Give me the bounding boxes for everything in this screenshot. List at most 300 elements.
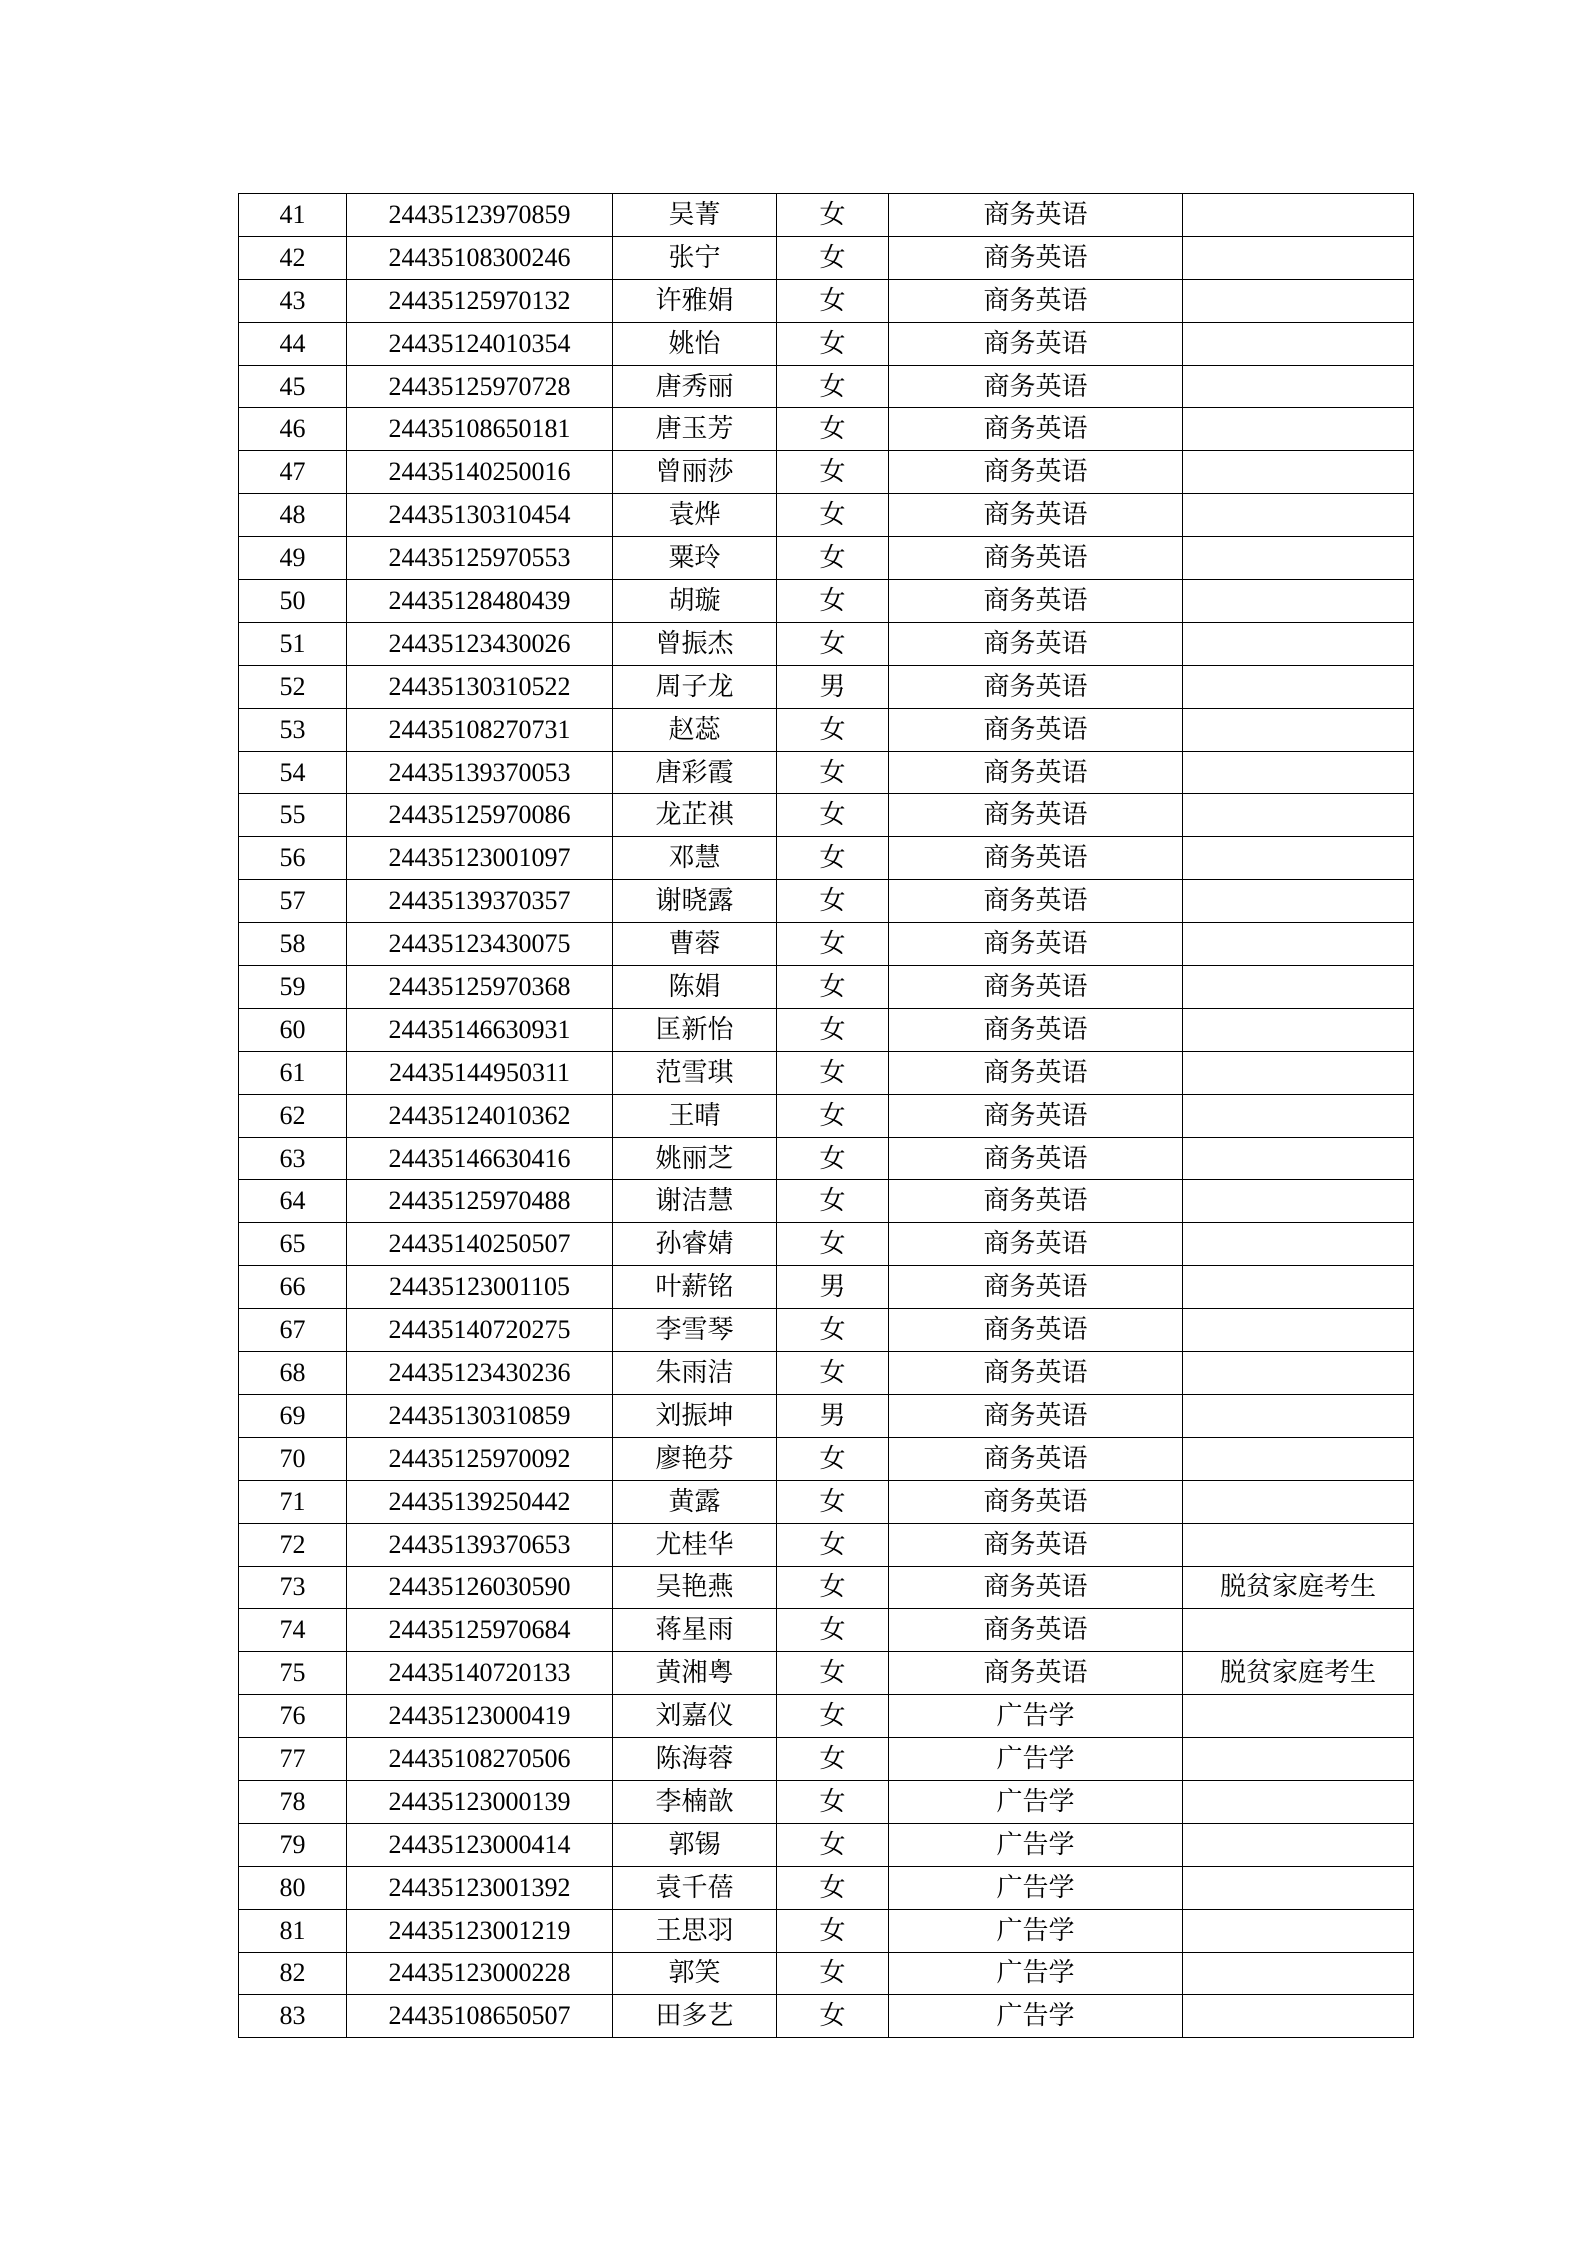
row-number-cell: 49 (239, 537, 347, 580)
remark-cell (1183, 1780, 1414, 1823)
remark-cell (1183, 880, 1414, 923)
table-row (239, 923, 1414, 966)
candidate-id-cell: 24435140250016 (347, 451, 613, 494)
candidate-id-cell: 24435146630416 (347, 1137, 613, 1180)
gender-cell: 女 (777, 794, 889, 837)
major-cell: 商务英语 (889, 622, 1183, 665)
row-number-cell: 59 (239, 966, 347, 1009)
student-name-cell: 黄露 (613, 1480, 777, 1523)
row-number-cell: 57 (239, 880, 347, 923)
remark-cell (1183, 665, 1414, 708)
remark-cell (1183, 408, 1414, 451)
table-row (239, 1866, 1414, 1909)
student-name-cell: 田多艺 (613, 1995, 777, 2038)
remark-cell: 脱贫家庭考生 (1183, 1566, 1414, 1609)
table-row (239, 622, 1414, 665)
gender-cell: 女 (777, 1866, 889, 1909)
gender-cell: 女 (777, 322, 889, 365)
major-cell: 商务英语 (889, 1051, 1183, 1094)
student-name-cell: 叶薪铭 (613, 1266, 777, 1309)
student-name-cell: 王晴 (613, 1094, 777, 1137)
table-row (239, 1566, 1414, 1609)
gender-cell: 女 (777, 408, 889, 451)
table-row (239, 1523, 1414, 1566)
student-name-cell: 袁烨 (613, 494, 777, 537)
gender-cell: 男 (777, 665, 889, 708)
table-row (239, 408, 1414, 451)
row-number-cell: 73 (239, 1566, 347, 1609)
major-cell: 商务英语 (889, 923, 1183, 966)
gender-cell: 女 (777, 279, 889, 322)
gender-cell: 女 (777, 451, 889, 494)
major-cell: 商务英语 (889, 451, 1183, 494)
table-row (239, 1437, 1414, 1480)
student-name-cell: 唐秀丽 (613, 365, 777, 408)
table-row (239, 1137, 1414, 1180)
table-row (239, 665, 1414, 708)
student-name-cell: 郭笑 (613, 1952, 777, 1995)
gender-cell: 女 (777, 751, 889, 794)
candidate-id-cell: 24435139250442 (347, 1480, 613, 1523)
row-number-cell: 70 (239, 1437, 347, 1480)
row-number-cell: 69 (239, 1394, 347, 1437)
remark-cell (1183, 1394, 1414, 1437)
gender-cell: 女 (777, 1437, 889, 1480)
gender-cell: 女 (777, 1695, 889, 1738)
student-name-cell: 袁千蓓 (613, 1866, 777, 1909)
major-cell: 商务英语 (889, 236, 1183, 279)
gender-cell: 女 (777, 1566, 889, 1609)
candidate-id-cell: 24435139370053 (347, 751, 613, 794)
table-row (239, 1952, 1414, 1995)
remark-cell (1183, 837, 1414, 880)
major-cell: 广告学 (889, 1738, 1183, 1781)
remark-cell (1183, 1437, 1414, 1480)
candidate-id-cell: 24435108270731 (347, 708, 613, 751)
remark-cell (1183, 279, 1414, 322)
table-row (239, 880, 1414, 923)
student-name-cell: 吴艳燕 (613, 1566, 777, 1609)
major-cell: 商务英语 (889, 794, 1183, 837)
major-cell: 商务英语 (889, 751, 1183, 794)
row-number-cell: 48 (239, 494, 347, 537)
student-name-cell: 曾振杰 (613, 622, 777, 665)
table-row (239, 1051, 1414, 1094)
student-name-cell: 刘振坤 (613, 1394, 777, 1437)
table-row (239, 1394, 1414, 1437)
candidate-id-cell: 24435123430075 (347, 923, 613, 966)
remark-cell: 脱贫家庭考生 (1183, 1652, 1414, 1695)
candidate-id-cell: 24435140720275 (347, 1309, 613, 1352)
gender-cell: 女 (777, 236, 889, 279)
candidate-id-cell: 24435140250507 (347, 1223, 613, 1266)
table-row (239, 451, 1414, 494)
major-cell: 商务英语 (889, 1223, 1183, 1266)
table-row (239, 537, 1414, 580)
remark-cell (1183, 1695, 1414, 1738)
candidate-id-cell: 24435123001219 (347, 1909, 613, 1952)
gender-cell: 女 (777, 1738, 889, 1781)
row-number-cell: 67 (239, 1309, 347, 1352)
remark-cell (1183, 1223, 1414, 1266)
remark-cell (1183, 966, 1414, 1009)
table-row (239, 279, 1414, 322)
major-cell: 广告学 (889, 1866, 1183, 1909)
gender-cell: 女 (777, 1137, 889, 1180)
remark-cell (1183, 1738, 1414, 1781)
candidate-id-cell: 24435125970553 (347, 537, 613, 580)
student-name-cell: 周子龙 (613, 665, 777, 708)
table-row (239, 966, 1414, 1009)
table-row (239, 708, 1414, 751)
row-number-cell: 78 (239, 1780, 347, 1823)
gender-cell: 女 (777, 1352, 889, 1395)
student-name-cell: 赵蕊 (613, 708, 777, 751)
gender-cell: 女 (777, 1609, 889, 1652)
table-row (239, 1223, 1414, 1266)
remark-cell (1183, 1094, 1414, 1137)
row-number-cell: 68 (239, 1352, 347, 1395)
student-name-cell: 匡新怡 (613, 1008, 777, 1051)
table-row (239, 837, 1414, 880)
row-number-cell: 60 (239, 1008, 347, 1051)
major-cell: 广告学 (889, 1823, 1183, 1866)
table-row (239, 194, 1414, 237)
remark-cell (1183, 622, 1414, 665)
row-number-cell: 66 (239, 1266, 347, 1309)
candidate-id-cell: 24435130310522 (347, 665, 613, 708)
major-cell: 商务英语 (889, 279, 1183, 322)
row-number-cell: 41 (239, 194, 347, 237)
student-name-cell: 许雅娟 (613, 279, 777, 322)
gender-cell: 女 (777, 1223, 889, 1266)
major-cell: 商务英语 (889, 365, 1183, 408)
gender-cell: 女 (777, 194, 889, 237)
student-name-cell: 蒋星雨 (613, 1609, 777, 1652)
table-row (239, 580, 1414, 623)
table-row (239, 1823, 1414, 1866)
major-cell: 商务英语 (889, 408, 1183, 451)
candidate-id-cell: 24435146630931 (347, 1008, 613, 1051)
gender-cell: 女 (777, 966, 889, 1009)
table-row (239, 1909, 1414, 1952)
candidate-id-cell: 24435125970728 (347, 365, 613, 408)
candidate-id-cell: 24435123430236 (347, 1352, 613, 1395)
candidate-id-cell: 24435123000414 (347, 1823, 613, 1866)
student-name-cell: 吴菁 (613, 194, 777, 237)
gender-cell: 女 (777, 1051, 889, 1094)
candidate-id-cell: 24435108300246 (347, 236, 613, 279)
candidate-id-cell: 24435108650181 (347, 408, 613, 451)
table-row (239, 494, 1414, 537)
gender-cell: 女 (777, 880, 889, 923)
student-name-cell: 陈娟 (613, 966, 777, 1009)
student-name-cell: 谢晓露 (613, 880, 777, 923)
remark-cell (1183, 751, 1414, 794)
remark-cell (1183, 1008, 1414, 1051)
student-name-cell: 孙睿婧 (613, 1223, 777, 1266)
candidate-id-cell: 24435123000139 (347, 1780, 613, 1823)
gender-cell: 女 (777, 1952, 889, 1995)
major-cell: 广告学 (889, 1909, 1183, 1952)
roster-body (239, 194, 1414, 2038)
remark-cell (1183, 494, 1414, 537)
candidate-id-cell: 24435123000419 (347, 1695, 613, 1738)
gender-cell: 女 (777, 1823, 889, 1866)
remark-cell (1183, 1523, 1414, 1566)
table-row (239, 365, 1414, 408)
major-cell: 商务英语 (889, 1180, 1183, 1223)
row-number-cell: 77 (239, 1738, 347, 1781)
candidate-id-cell: 24435144950311 (347, 1051, 613, 1094)
student-name-cell: 黄湘粤 (613, 1652, 777, 1695)
remark-cell (1183, 1480, 1414, 1523)
row-number-cell: 71 (239, 1480, 347, 1523)
student-name-cell: 范雪琪 (613, 1051, 777, 1094)
remark-cell (1183, 194, 1414, 237)
gender-cell: 女 (777, 837, 889, 880)
remark-cell (1183, 1952, 1414, 1995)
major-cell: 商务英语 (889, 1094, 1183, 1137)
student-name-cell: 龙芷祺 (613, 794, 777, 837)
candidate-id-cell: 24435123001105 (347, 1266, 613, 1309)
row-number-cell: 83 (239, 1995, 347, 2038)
row-number-cell: 42 (239, 236, 347, 279)
candidate-id-cell: 24435123001097 (347, 837, 613, 880)
remark-cell (1183, 451, 1414, 494)
student-name-cell: 谢洁慧 (613, 1180, 777, 1223)
major-cell: 广告学 (889, 1695, 1183, 1738)
candidate-id-cell: 24435123001392 (347, 1866, 613, 1909)
table-row (239, 322, 1414, 365)
row-number-cell: 74 (239, 1609, 347, 1652)
student-name-cell: 姚丽芝 (613, 1137, 777, 1180)
gender-cell: 女 (777, 1180, 889, 1223)
candidate-id-cell: 24435130310859 (347, 1394, 613, 1437)
table-row (239, 236, 1414, 279)
table-row (239, 794, 1414, 837)
major-cell: 商务英语 (889, 966, 1183, 1009)
row-number-cell: 76 (239, 1695, 347, 1738)
row-number-cell: 54 (239, 751, 347, 794)
remark-cell (1183, 1137, 1414, 1180)
gender-cell: 女 (777, 1309, 889, 1352)
candidate-id-cell: 24435140720133 (347, 1652, 613, 1695)
major-cell: 商务英语 (889, 194, 1183, 237)
table-row (239, 1309, 1414, 1352)
row-number-cell: 65 (239, 1223, 347, 1266)
row-number-cell: 56 (239, 837, 347, 880)
remark-cell (1183, 1180, 1414, 1223)
row-number-cell: 64 (239, 1180, 347, 1223)
row-number-cell: 51 (239, 622, 347, 665)
table-row (239, 1652, 1414, 1695)
student-name-cell: 王思羽 (613, 1909, 777, 1952)
gender-cell: 女 (777, 1780, 889, 1823)
row-number-cell: 81 (239, 1909, 347, 1952)
major-cell: 商务英语 (889, 880, 1183, 923)
table-row (239, 1008, 1414, 1051)
remark-cell (1183, 537, 1414, 580)
remark-cell (1183, 322, 1414, 365)
student-name-cell: 粟玲 (613, 537, 777, 580)
table-row (239, 751, 1414, 794)
major-cell: 商务英语 (889, 1652, 1183, 1695)
gender-cell: 女 (777, 1909, 889, 1952)
student-name-cell: 曹蓉 (613, 923, 777, 966)
gender-cell: 女 (777, 1995, 889, 2038)
major-cell: 商务英语 (889, 1609, 1183, 1652)
candidate-id-cell: 24435139370357 (347, 880, 613, 923)
student-name-cell: 陈海蓉 (613, 1738, 777, 1781)
table-row (239, 1780, 1414, 1823)
gender-cell: 女 (777, 580, 889, 623)
student-name-cell: 张宁 (613, 236, 777, 279)
remark-cell (1183, 1823, 1414, 1866)
major-cell: 商务英语 (889, 494, 1183, 537)
candidate-id-cell: 24435124010362 (347, 1094, 613, 1137)
remark-cell (1183, 1051, 1414, 1094)
remark-cell (1183, 1909, 1414, 1952)
student-name-cell: 朱雨洁 (613, 1352, 777, 1395)
table-row (239, 1995, 1414, 2038)
major-cell: 商务英语 (889, 580, 1183, 623)
gender-cell: 女 (777, 1480, 889, 1523)
major-cell: 商务英语 (889, 1266, 1183, 1309)
row-number-cell: 43 (239, 279, 347, 322)
row-number-cell: 53 (239, 708, 347, 751)
table-row (239, 1094, 1414, 1137)
remark-cell (1183, 1866, 1414, 1909)
candidate-id-cell: 24435125970092 (347, 1437, 613, 1480)
candidate-id-cell: 24435125970488 (347, 1180, 613, 1223)
candidate-id-cell: 24435123000228 (347, 1952, 613, 1995)
remark-cell (1183, 1609, 1414, 1652)
gender-cell: 女 (777, 1652, 889, 1695)
candidate-id-cell: 24435125970368 (347, 966, 613, 1009)
student-name-cell: 曾丽莎 (613, 451, 777, 494)
student-name-cell: 郭锡 (613, 1823, 777, 1866)
candidate-id-cell: 24435128480439 (347, 580, 613, 623)
gender-cell: 女 (777, 923, 889, 966)
row-number-cell: 47 (239, 451, 347, 494)
student-name-cell: 廖艳芬 (613, 1437, 777, 1480)
major-cell: 商务英语 (889, 1437, 1183, 1480)
candidate-id-cell: 24435108270506 (347, 1738, 613, 1781)
major-cell: 商务英语 (889, 322, 1183, 365)
remark-cell (1183, 365, 1414, 408)
gender-cell: 女 (777, 1523, 889, 1566)
major-cell: 广告学 (889, 1952, 1183, 1995)
gender-cell: 女 (777, 622, 889, 665)
row-number-cell: 45 (239, 365, 347, 408)
student-name-cell: 唐彩霞 (613, 751, 777, 794)
remark-cell (1183, 1995, 1414, 2038)
remark-cell (1183, 794, 1414, 837)
table-row (239, 1695, 1414, 1738)
admission-roster-table (238, 193, 1414, 2038)
table-row (239, 1352, 1414, 1395)
major-cell: 商务英语 (889, 537, 1183, 580)
candidate-id-cell: 24435123970859 (347, 194, 613, 237)
table-row (239, 1266, 1414, 1309)
row-number-cell: 58 (239, 923, 347, 966)
remark-cell (1183, 1352, 1414, 1395)
row-number-cell: 44 (239, 322, 347, 365)
major-cell: 商务英语 (889, 1523, 1183, 1566)
row-number-cell: 75 (239, 1652, 347, 1695)
student-name-cell: 唐玉芳 (613, 408, 777, 451)
candidate-id-cell: 24435125970684 (347, 1609, 613, 1652)
major-cell: 商务英语 (889, 1394, 1183, 1437)
row-number-cell: 82 (239, 1952, 347, 1995)
student-name-cell: 李楠歆 (613, 1780, 777, 1823)
remark-cell (1183, 236, 1414, 279)
major-cell: 商务英语 (889, 1480, 1183, 1523)
gender-cell: 女 (777, 365, 889, 408)
candidate-id-cell: 24435125970086 (347, 794, 613, 837)
row-number-cell: 61 (239, 1051, 347, 1094)
gender-cell: 女 (777, 537, 889, 580)
gender-cell: 女 (777, 1094, 889, 1137)
major-cell: 商务英语 (889, 1566, 1183, 1609)
table-row (239, 1609, 1414, 1652)
row-number-cell: 52 (239, 665, 347, 708)
remark-cell (1183, 1309, 1414, 1352)
row-number-cell: 79 (239, 1823, 347, 1866)
student-name-cell: 姚怡 (613, 322, 777, 365)
remark-cell (1183, 923, 1414, 966)
table-row (239, 1738, 1414, 1781)
student-name-cell: 胡璇 (613, 580, 777, 623)
student-name-cell: 邓慧 (613, 837, 777, 880)
candidate-id-cell: 24435123430026 (347, 622, 613, 665)
gender-cell: 女 (777, 708, 889, 751)
major-cell: 商务英语 (889, 1309, 1183, 1352)
candidate-id-cell: 24435126030590 (347, 1566, 613, 1609)
candidate-id-cell: 24435124010354 (347, 322, 613, 365)
row-number-cell: 50 (239, 580, 347, 623)
student-name-cell: 李雪琴 (613, 1309, 777, 1352)
gender-cell: 男 (777, 1266, 889, 1309)
candidate-id-cell: 24435139370653 (347, 1523, 613, 1566)
row-number-cell: 72 (239, 1523, 347, 1566)
row-number-cell: 55 (239, 794, 347, 837)
remark-cell (1183, 1266, 1414, 1309)
gender-cell: 女 (777, 1008, 889, 1051)
remark-cell (1183, 580, 1414, 623)
row-number-cell: 80 (239, 1866, 347, 1909)
candidate-id-cell: 24435130310454 (347, 494, 613, 537)
row-number-cell: 62 (239, 1094, 347, 1137)
major-cell: 商务英语 (889, 1008, 1183, 1051)
student-name-cell: 刘嘉仪 (613, 1695, 777, 1738)
gender-cell: 女 (777, 494, 889, 537)
major-cell: 商务英语 (889, 837, 1183, 880)
major-cell: 商务英语 (889, 665, 1183, 708)
candidate-id-cell: 24435108650507 (347, 1995, 613, 2038)
gender-cell: 男 (777, 1394, 889, 1437)
table-row (239, 1180, 1414, 1223)
student-name-cell: 尤桂华 (613, 1523, 777, 1566)
major-cell: 广告学 (889, 1995, 1183, 2038)
candidate-id-cell: 24435125970132 (347, 279, 613, 322)
major-cell: 商务英语 (889, 1352, 1183, 1395)
table-row (239, 1480, 1414, 1523)
major-cell: 商务英语 (889, 1137, 1183, 1180)
major-cell: 广告学 (889, 1780, 1183, 1823)
row-number-cell: 63 (239, 1137, 347, 1180)
